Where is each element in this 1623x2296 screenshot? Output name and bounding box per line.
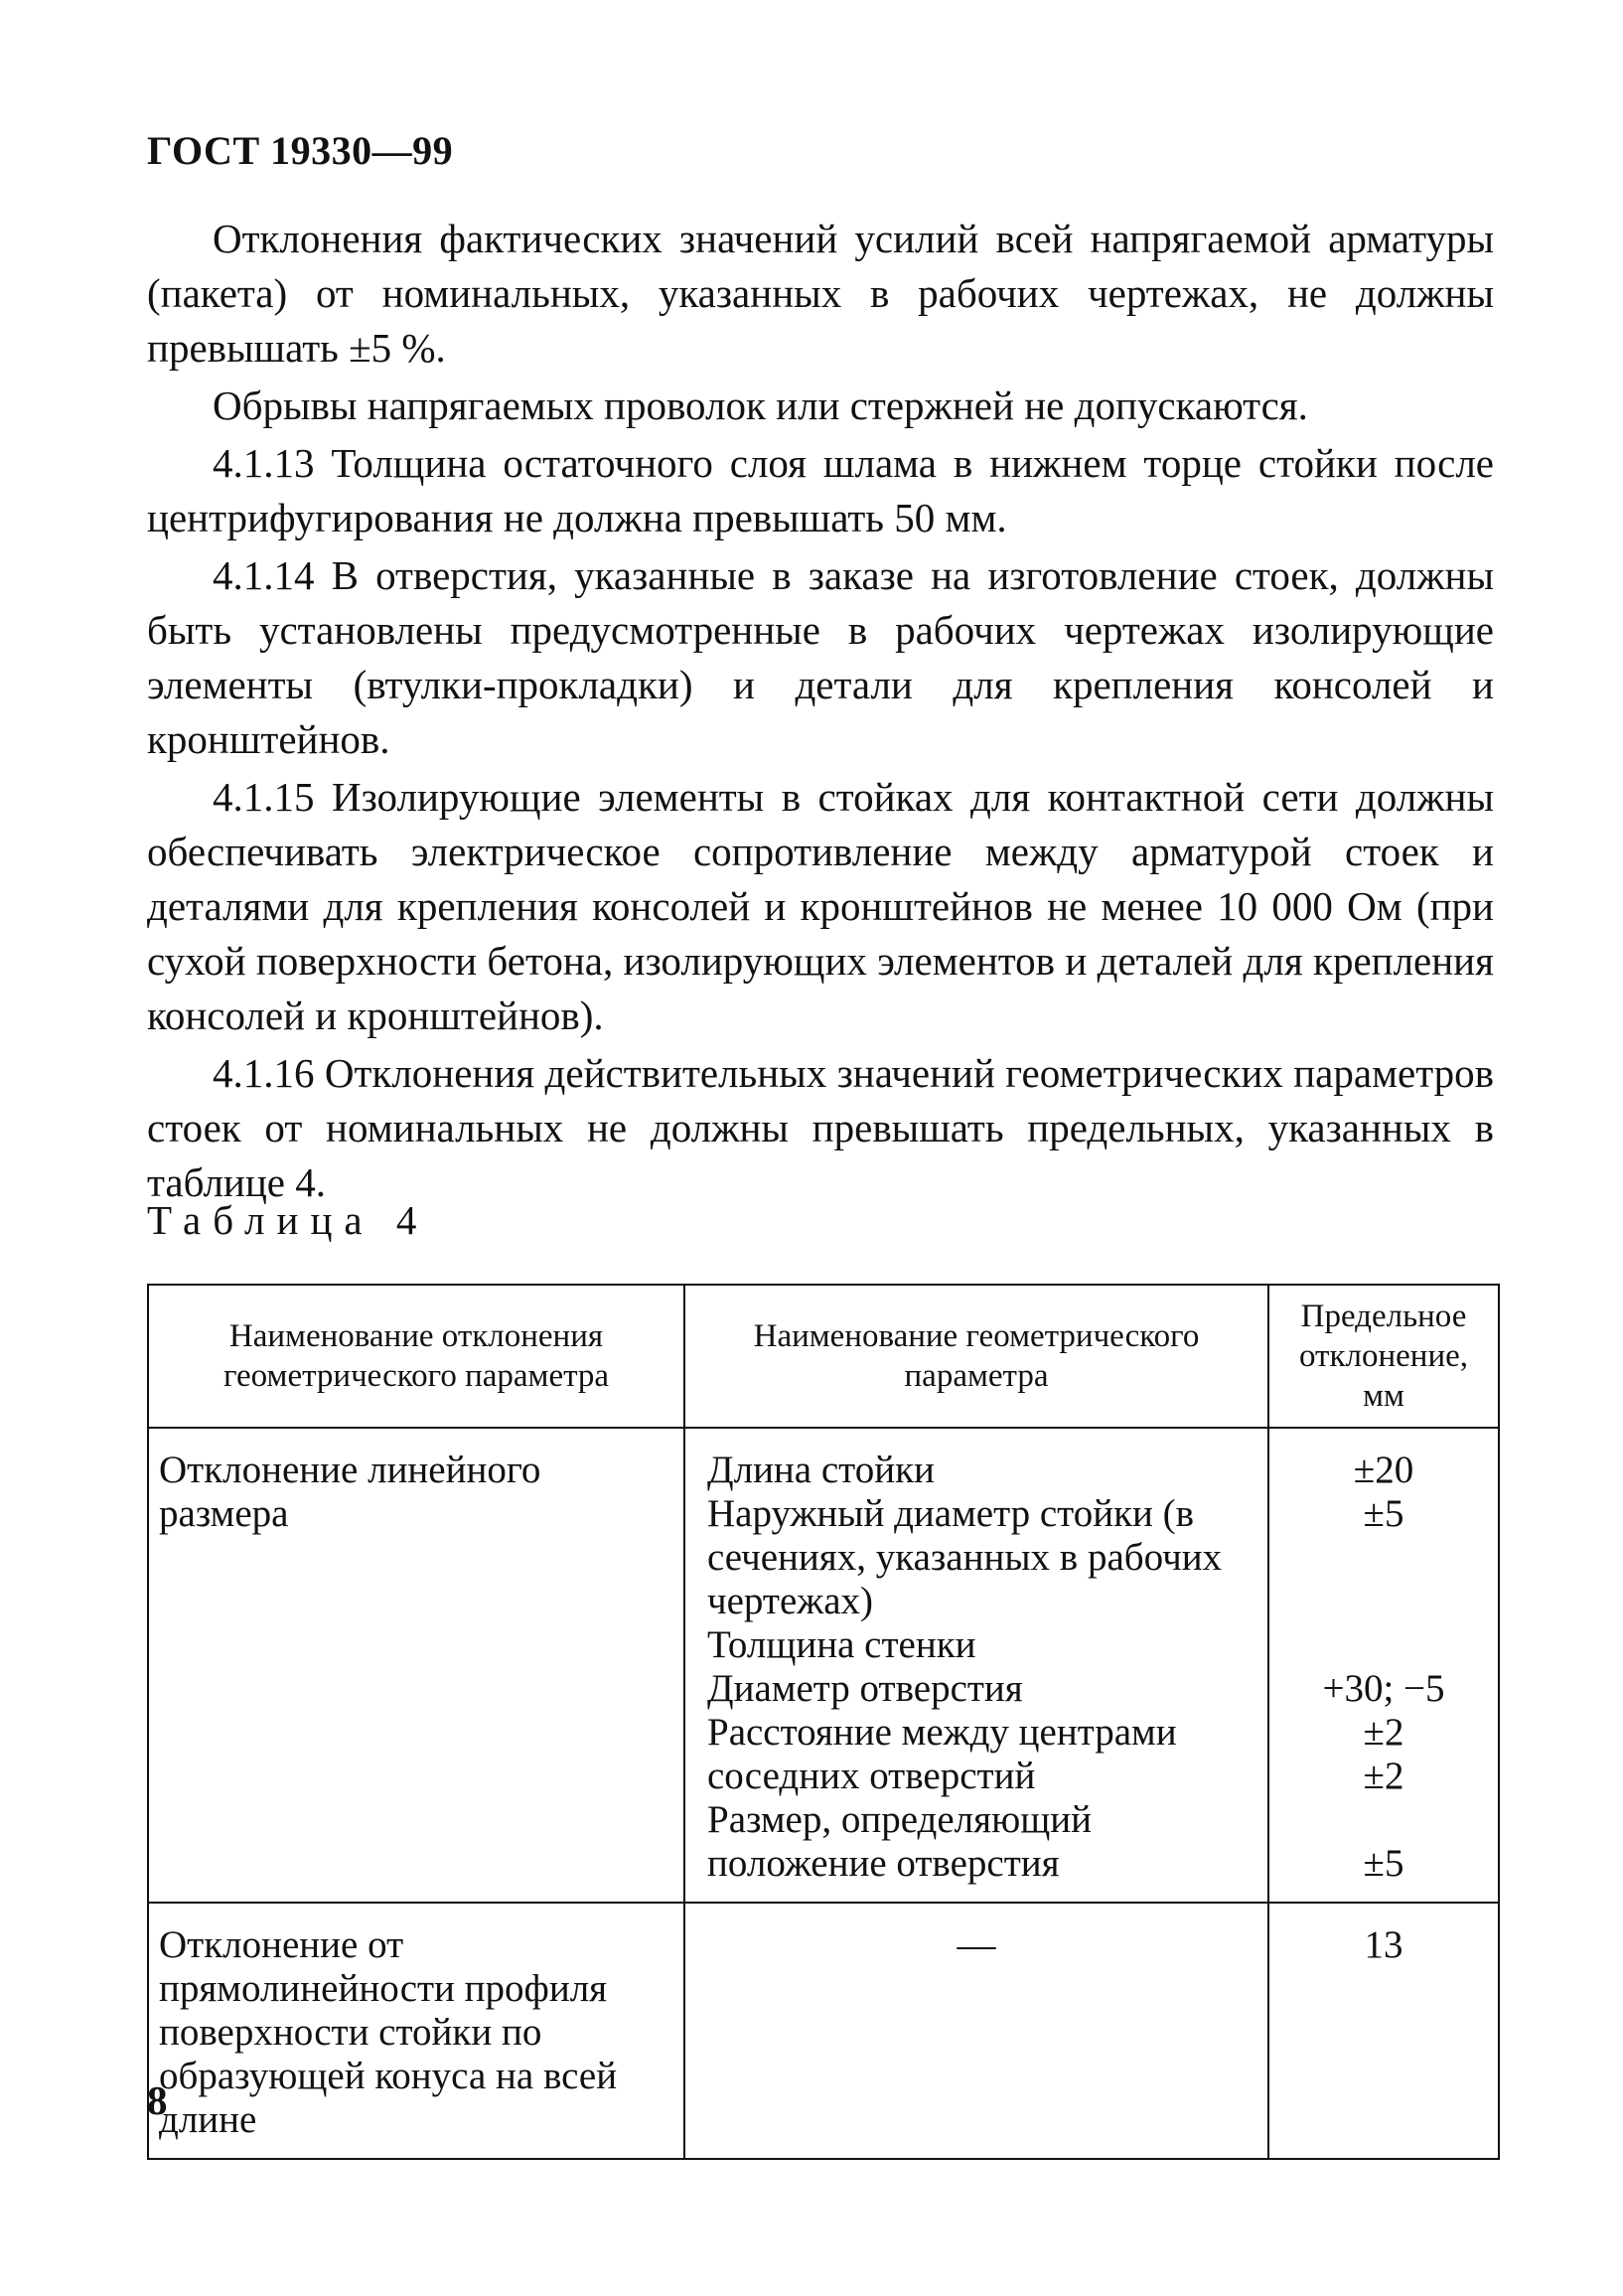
paragraph-4-1-15: 4.1.15 Изолирующие элементы в стойках для контактной сети должны обеспечивать электрическое сопротивление между арматурой стоек и деталями для крепления консолей и кронштейнов не менее 10 000 Ом (при сухой поверхности бетона, изолирующих элементов и деталей для крепления консолей и кронштейнов). [147, 774, 1494, 1038]
value-item: ±5 [1363, 1492, 1404, 1535]
value-item: +30; −5 [1322, 1667, 1445, 1710]
table-header-row [148, 1285, 1499, 1428]
table-cell-deviation: Отклонение линейного размера [148, 1428, 684, 1903]
param-item: Размер, определяющий положение отверстия [707, 1798, 1092, 1885]
value-item: ±2 [1363, 1755, 1404, 1797]
page-number: 8 [147, 2077, 168, 2123]
param-item: Наружный диаметр стойки (в сечениях, указанных в рабочих чертежах) [707, 1492, 1223, 1622]
param-item: Толщина стенки [707, 1623, 976, 1666]
table-row [148, 1428, 1499, 1903]
paragraph-4-1-14: 4.1.14 В отверстия, указанные в заказе на изготовление стоек, должны быть установлены предусмотренные в рабочих чертежах изолирующие элементы (втулки-прокладки) и детали для крепления консолей и кронштейнов. [147, 552, 1494, 762]
table-cell-values: 13 [1268, 1903, 1499, 2159]
table-header-cell: Наименование отклонения геометрического параметра [148, 1285, 684, 1428]
table-cell-params: — [684, 1903, 1268, 2159]
table-cell-values [1268, 1428, 1499, 1903]
value-item: ±20 [1353, 1449, 1414, 1491]
param-item: Расстояние между центрами соседних отверстий [707, 1711, 1177, 1797]
param-item: Диаметр отверстия [707, 1667, 1023, 1710]
param-item: Длина стойки [707, 1449, 935, 1491]
value-item: ±5 [1363, 1842, 1404, 1885]
paragraph: Обрывы напрягаемых проволок или стержней не допускаются. [213, 383, 1308, 428]
table-header-cell: Предельное отклонение, мм [1268, 1285, 1499, 1428]
table-cell-params [684, 1428, 1268, 1903]
deviation-table [147, 1284, 1500, 2160]
table-cell-deviation: Отклонение от прямолинейности профиля поверхности стойки по образующей конуса на всей длине [148, 1903, 684, 2159]
table-caption: Таблица 4 [147, 1197, 429, 1243]
table-row [148, 1903, 1499, 2159]
paragraph-4-1-13: 4.1.13 Толщина остаточного слоя шлама в нижнем торце стойки после центрифугирования не должна превышать 50 мм. [147, 440, 1494, 540]
table-header-cell: Наименование геометрического параметра [684, 1285, 1268, 1428]
value-item: ±2 [1363, 1711, 1404, 1754]
paragraph-4-1-16: 4.1.16 Отклонения действительных значений геометрических параметров стоек от номинальных не должны превышать предельных, указанных в таблице 4. [147, 1050, 1494, 1205]
paragraph: Отклонения фактических значений усилий всей напрягаемой арматуры (пакета) от номинальных, указанных в рабочих чертежах, не должны превышать ±5 %. [147, 216, 1494, 371]
document-code: ГОСТ 19330—99 [147, 128, 454, 173]
body-text [147, 212, 1494, 1213]
